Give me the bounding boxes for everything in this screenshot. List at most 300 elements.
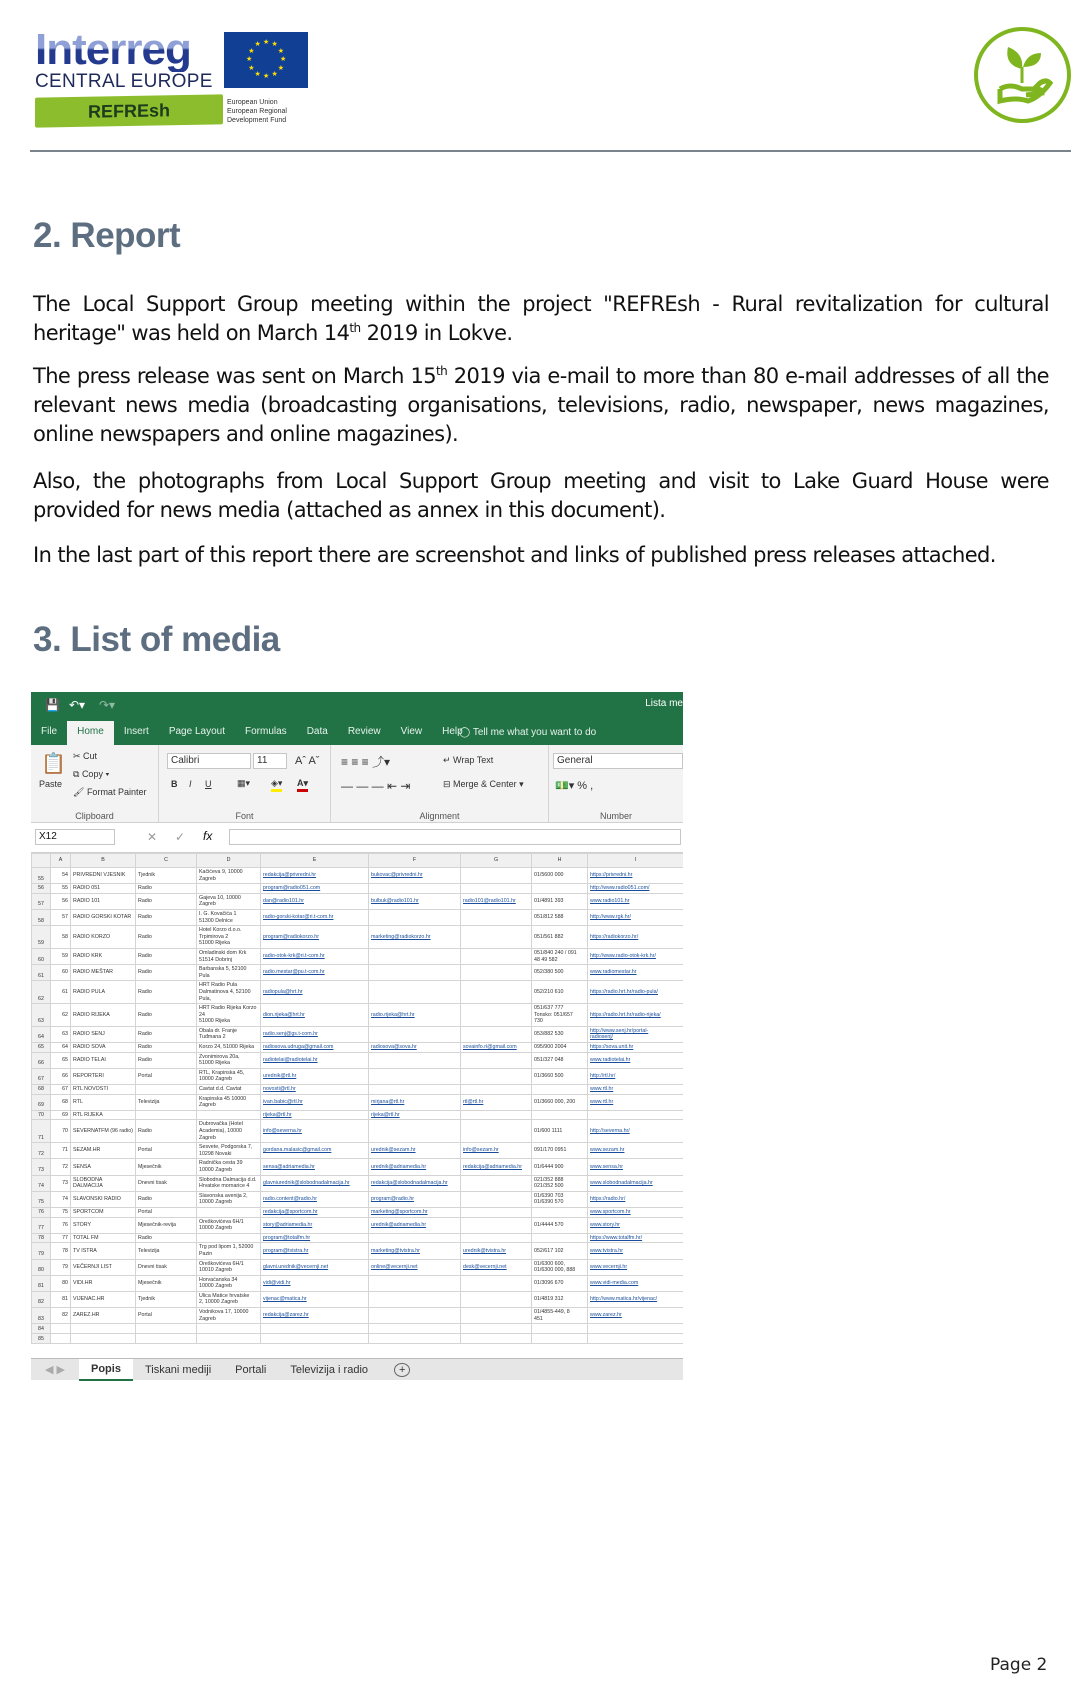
cell-G[interactable] <box>461 1110 532 1120</box>
cell-B[interactable]: RTL <box>71 1094 136 1110</box>
cell-D[interactable] <box>197 1233 261 1243</box>
cell-B[interactable]: SPORTCOM <box>71 1207 136 1217</box>
cell-F[interactable] <box>369 1026 461 1042</box>
cell-I[interactable]: www.rtl.hr <box>588 1094 684 1110</box>
cell-E[interactable]: program@radiokorzo.hr <box>261 926 369 949</box>
cell-A[interactable]: 79 <box>51 1259 71 1275</box>
cell-G[interactable] <box>461 1217 532 1233</box>
cell-B[interactable]: RADIO SENJ <box>71 1026 136 1042</box>
cell-A[interactable]: 71 <box>51 1143 71 1159</box>
cell-F[interactable]: marketing@tvistra.hr <box>369 1243 461 1259</box>
cell-H[interactable]: 01/6300 600, 01/6300 000, 888 <box>532 1259 588 1275</box>
column-header-A[interactable]: A <box>51 854 71 868</box>
cell-A[interactable]: 75 <box>51 1207 71 1217</box>
cell-D[interactable]: Oreškovićeva 6H/1 10000 Zagreb <box>197 1217 261 1233</box>
cell-F[interactable] <box>369 1233 461 1243</box>
cell-A[interactable]: 82 <box>51 1308 71 1324</box>
cell-H[interactable]: 051/327 048 <box>532 1052 588 1068</box>
cell-B[interactable]: PRIVREDNI VJESNIK <box>71 868 136 884</box>
cell-F[interactable] <box>369 1052 461 1068</box>
cell-C[interactable]: Tjednik <box>136 868 197 884</box>
cell-I[interactable]: https://radio.hrt.hr/radio-pula/ <box>588 981 684 1004</box>
cell-C[interactable]: Televizija <box>136 1094 197 1110</box>
cell-G[interactable] <box>461 1291 532 1307</box>
row-header[interactable]: 65 <box>32 1043 51 1053</box>
cell-A[interactable]: 81 <box>51 1291 71 1307</box>
cell-G[interactable] <box>461 948 532 964</box>
cell-E[interactable]: radiotelai@radiotelai.hr <box>261 1052 369 1068</box>
cell-C[interactable]: Mjesečnik <box>136 1275 197 1291</box>
cell-H[interactable]: 052/210 610 <box>532 981 588 1004</box>
cell-H[interactable] <box>532 884 588 894</box>
cell-B[interactable] <box>71 1334 136 1344</box>
cell-B[interactable]: SEVERNATFM (96 radio) <box>71 1120 136 1143</box>
row-header[interactable]: 64 <box>32 1026 51 1042</box>
cell-G[interactable]: urednik@tvistra.hr <box>461 1243 532 1259</box>
cell-D[interactable]: HRT Radio Rijeka Korzo 24 51000 Rijeka <box>197 1004 261 1027</box>
cell-I[interactable]: www.vecernji.hr <box>588 1259 684 1275</box>
cell-H[interactable]: 01/6444 900 <box>532 1159 588 1175</box>
ribbon-tab-page-layout[interactable]: Page Layout <box>168 726 225 737</box>
cell-B[interactable]: RTL NOVOSTI <box>71 1085 136 1095</box>
cell-A[interactable]: 55 <box>51 884 71 894</box>
cell-D[interactable]: Gajeva 10, 10000 Zagreb <box>197 893 261 909</box>
cell-A[interactable]: 65 <box>51 1052 71 1068</box>
ribbon-tab-help[interactable]: Help <box>442 726 463 737</box>
cell-I[interactable]: www.vidi-media.com <box>588 1275 684 1291</box>
cell-I[interactable] <box>588 1334 684 1344</box>
cell-G[interactable] <box>461 965 532 981</box>
accounting-format-icon[interactable]: 💵▾ % , <box>555 780 594 792</box>
cut-button[interactable]: ✂ Cut <box>73 751 98 761</box>
add-sheet-button[interactable]: + <box>394 1363 410 1377</box>
sheet-tab[interactable]: Portali <box>235 1363 267 1376</box>
cell-E[interactable]: program@totalfm.hr <box>261 1233 369 1243</box>
cell-I[interactable]: http://www.matica.hr/vijenac/ <box>588 1291 684 1307</box>
cell-E[interactable]: glavniurednik@slobodnadalmacija.hr <box>261 1175 369 1191</box>
cell-E[interactable] <box>261 1324 369 1334</box>
row-header[interactable]: 67 <box>32 1068 51 1084</box>
cell-A[interactable]: 68 <box>51 1094 71 1110</box>
cell-H[interactable]: 051/561 882 <box>532 926 588 949</box>
cell-C[interactable] <box>136 1085 197 1095</box>
ribbon-tab-review[interactable]: Review <box>347 726 381 737</box>
cell-I[interactable] <box>588 1324 684 1334</box>
cell-B[interactable] <box>71 1324 136 1334</box>
cell-H[interactable]: 01/3660 000, 200 <box>532 1094 588 1110</box>
cell-F[interactable] <box>369 981 461 1004</box>
cell-G[interactable] <box>461 1068 532 1084</box>
cell-F[interactable]: urednik@adriamedia.hr <box>369 1159 461 1175</box>
cell-H[interactable]: 053/882 530 <box>532 1026 588 1042</box>
cell-F[interactable] <box>369 909 461 925</box>
cell-H[interactable] <box>532 1334 588 1344</box>
cell-I[interactable]: https://sova.unit.hr <box>588 1043 684 1053</box>
row-header[interactable]: 83 <box>32 1308 51 1324</box>
copy-button[interactable]: ⧉ Copy ▾ <box>73 769 110 779</box>
row-header[interactable]: 80 <box>32 1259 51 1275</box>
cell-I[interactable]: https://radio.hrt.hr/radio-rijeka/ <box>588 1004 684 1027</box>
font-name-dropdown[interactable]: Calibri <box>167 753 251 769</box>
row-header[interactable]: 79 <box>32 1243 51 1259</box>
cell-C[interactable]: Portal <box>136 1207 197 1217</box>
cell-C[interactable]: Radio <box>136 893 197 909</box>
sheet-scroll-arrows[interactable]: ◀ ▶ <box>45 1364 65 1376</box>
row-header[interactable]: 60 <box>32 948 51 964</box>
cell-A[interactable]: 66 <box>51 1068 71 1084</box>
column-header-H[interactable]: H <box>532 854 588 868</box>
italic-button[interactable]: I <box>189 779 192 789</box>
cell-B[interactable]: ZAREZ.HR <box>71 1308 136 1324</box>
row-header[interactable]: 70 <box>32 1110 51 1120</box>
cell-A[interactable]: 60 <box>51 965 71 981</box>
cell-G[interactable]: info@sezam.hr <box>461 1143 532 1159</box>
number-format-dropdown[interactable]: General <box>553 753 683 769</box>
cell-E[interactable]: vidi@vidi.hr <box>261 1275 369 1291</box>
cell-A[interactable]: 67 <box>51 1085 71 1095</box>
cell-F[interactable]: bulbuk@radio101.hr <box>369 893 461 909</box>
cell-I[interactable]: http://severna.hr/ <box>588 1120 684 1143</box>
cell-F[interactable] <box>369 1068 461 1084</box>
cell-F[interactable] <box>369 1308 461 1324</box>
cell-F[interactable] <box>369 965 461 981</box>
cell-E[interactable]: radio.senj@gs.t-com.hr <box>261 1026 369 1042</box>
cell-C[interactable]: Radio <box>136 1191 197 1207</box>
cell-C[interactable]: Radio <box>136 981 197 1004</box>
row-header[interactable]: 73 <box>32 1159 51 1175</box>
cell-I[interactable]: http://www.radio051.com/ <box>588 884 684 894</box>
cell-A[interactable] <box>51 1334 71 1344</box>
cell-I[interactable]: www.radio101.hr <box>588 893 684 909</box>
ribbon-tab-home[interactable]: Home <box>67 721 114 745</box>
cell-I[interactable]: www.sportcom.hr <box>588 1207 684 1217</box>
cell-E[interactable]: program@radio051.com <box>261 884 369 894</box>
cell-E[interactable]: sensa@adriamedia.hr <box>261 1159 369 1175</box>
cell-F[interactable] <box>369 1291 461 1307</box>
fill-color-icon[interactable]: ◈▾ <box>271 778 282 792</box>
cell-I[interactable]: http://rtl.hr/ <box>588 1068 684 1084</box>
cell-H[interactable]: 01/4891 393 <box>532 893 588 909</box>
row-header[interactable]: 76 <box>32 1207 51 1217</box>
format-painter-button[interactable]: 🖌 Format Painter <box>73 787 147 797</box>
sheet-tab[interactable]: Televizija i radio <box>290 1363 369 1376</box>
cell-I[interactable]: https://radiokorzo.hr/ <box>588 926 684 949</box>
cell-H[interactable] <box>532 1324 588 1334</box>
column-header-C[interactable]: C <box>136 854 197 868</box>
row-header[interactable]: 59 <box>32 926 51 949</box>
cell-H[interactable]: 01/6390 703 01/6390 570 <box>532 1191 588 1207</box>
row-header[interactable]: 75 <box>32 1191 51 1207</box>
row-header[interactable]: 56 <box>32 884 51 894</box>
cell-D[interactable]: Obala dr. Franje Tuđmana 2 <box>197 1026 261 1042</box>
cell-E[interactable]: redakcija@zarez.hr <box>261 1308 369 1324</box>
cell-C[interactable]: Mjesečnik-revija <box>136 1217 197 1233</box>
row-header[interactable]: 72 <box>32 1143 51 1159</box>
cell-G[interactable] <box>461 868 532 884</box>
cell-I[interactable]: https://www.totalfm.hr/ <box>588 1233 684 1243</box>
cell-E[interactable]: ivan.babic@rtl.hr <box>261 1094 369 1110</box>
cell-H[interactable]: 01/5600 000 <box>532 868 588 884</box>
cell-D[interactable]: Vodnikova 17, 10000 Zagreb <box>197 1308 261 1324</box>
borders-icon[interactable]: ▦▾ <box>237 778 251 788</box>
cell-B[interactable]: RADIO 051 <box>71 884 136 894</box>
cell-C[interactable]: Radio <box>136 965 197 981</box>
cell-H[interactable] <box>532 1233 588 1243</box>
cell-G[interactable]: rtl@rtl.hr <box>461 1094 532 1110</box>
cell-E[interactable]: glavni.urednik@vecernji.net <box>261 1259 369 1275</box>
cell-F[interactable] <box>369 1334 461 1344</box>
cell-G[interactable] <box>461 1233 532 1243</box>
cell-I[interactable]: www.zarez.hr <box>588 1308 684 1324</box>
cancel-icon[interactable]: ✕ <box>147 830 158 844</box>
row-header[interactable]: 63 <box>32 1004 51 1027</box>
cell-E[interactable]: program@tvistra.hr <box>261 1243 369 1259</box>
cell-D[interactable]: Hotel Korzo d.o.o. Trpimirova 2 51000 Rijeka <box>197 926 261 949</box>
cell-I[interactable]: www.radiomestar.hr <box>588 965 684 981</box>
cell-H[interactable]: 052/617 102 <box>532 1243 588 1259</box>
cell-B[interactable]: RADIO TELAI <box>71 1052 136 1068</box>
cell-C[interactable]: Portal <box>136 1308 197 1324</box>
cell-D[interactable] <box>197 1324 261 1334</box>
cell-C[interactable]: Radio <box>136 1052 197 1068</box>
cell-B[interactable]: STORY <box>71 1217 136 1233</box>
cell-G[interactable] <box>461 1004 532 1027</box>
cell-A[interactable]: 61 <box>51 981 71 1004</box>
cell-G[interactable] <box>461 1308 532 1324</box>
cell-F[interactable] <box>369 1275 461 1291</box>
cell-I[interactable]: https://radio.hr/ <box>588 1191 684 1207</box>
cell-B[interactable]: TOTAL FM <box>71 1233 136 1243</box>
cell-B[interactable]: SEZAM.HR <box>71 1143 136 1159</box>
name-box[interactable]: X12 <box>35 829 115 845</box>
cell-E[interactable]: redakcija@privredni.hr <box>261 868 369 884</box>
cell-E[interactable]: novosti@rtl.hr <box>261 1085 369 1095</box>
cell-H[interactable]: 051/637 777 Tonsko: 051/657 730 <box>532 1004 588 1027</box>
insert-function-icon[interactable]: fx <box>203 829 213 843</box>
cell-F[interactable] <box>369 884 461 894</box>
font-color-icon[interactable]: A▾ <box>297 778 308 792</box>
cell-G[interactable] <box>461 1334 532 1344</box>
cell-D[interactable]: Kačićeva 9, 10000 Zagreb <box>197 868 261 884</box>
cell-B[interactable]: RADIO GORSKI KOTAR <box>71 909 136 925</box>
cell-I[interactable]: www.rtl.hr <box>588 1085 684 1095</box>
cell-H[interactable]: 01/4444 570 <box>532 1217 588 1233</box>
cell-A[interactable]: 57 <box>51 909 71 925</box>
cell-I[interactable]: www.tvistra.hr <box>588 1243 684 1259</box>
cell-G[interactable] <box>461 909 532 925</box>
cell-E[interactable]: dan@radio101.hr <box>261 893 369 909</box>
cell-G[interactable] <box>461 1191 532 1207</box>
cell-I[interactable]: www.sensa.hr <box>588 1159 684 1175</box>
cell-F[interactable]: online@vecernji.net <box>369 1259 461 1275</box>
column-header-I[interactable]: I <box>588 854 684 868</box>
cell-A[interactable]: 78 <box>51 1243 71 1259</box>
cell-A[interactable]: 70 <box>51 1120 71 1143</box>
cell-D[interactable]: Trg pod lipom 1, 52000 Pazin <box>197 1243 261 1259</box>
cell-A[interactable]: 72 <box>51 1159 71 1175</box>
cell-H[interactable] <box>532 1207 588 1217</box>
cell-B[interactable]: RADIO 101 <box>71 893 136 909</box>
sheet-tab[interactable]: Tiskani mediji <box>144 1363 212 1376</box>
cell-E[interactable]: info@severna.hr <box>261 1120 369 1143</box>
cell-G[interactable]: redakcija@adriamedia.hr <box>461 1159 532 1175</box>
cell-E[interactable]: dion.rijeka@hrt.hr <box>261 1004 369 1027</box>
cell-F[interactable]: radiosova@sova.hr <box>369 1043 461 1053</box>
cell-D[interactable]: Horvaćanska 34 10000 Zagreb <box>197 1275 261 1291</box>
cell-H[interactable]: 01/3096 670 <box>532 1275 588 1291</box>
cell-F[interactable]: rijeka@rtl.hr <box>369 1110 461 1120</box>
cell-B[interactable]: RADIO KORZO <box>71 926 136 949</box>
cell-C[interactable]: Radio <box>136 1004 197 1027</box>
cell-D[interactable]: Korzo 24, 51000 Rijeka <box>197 1043 261 1053</box>
cell-D[interactable]: Sesvete, Podgorska 7, 10298 Novaki <box>197 1143 261 1159</box>
horizontal-align-icons[interactable]: — — — ⇤ ⇥ <box>341 779 411 793</box>
cell-H[interactable]: 021/352 888 021/352 500 <box>532 1175 588 1191</box>
cell-A[interactable]: 77 <box>51 1233 71 1243</box>
cell-F[interactable]: marketing@sportcom.hr <box>369 1207 461 1217</box>
cell-H[interactable]: 052/380 500 <box>532 965 588 981</box>
column-header-F[interactable]: F <box>369 854 461 868</box>
cell-C[interactable]: Radio <box>136 884 197 894</box>
ribbon-tab-data[interactable]: Data <box>306 726 328 737</box>
cell-G[interactable] <box>461 884 532 894</box>
cell-A[interactable]: 76 <box>51 1217 71 1233</box>
row-header[interactable]: 85 <box>32 1334 51 1344</box>
cell-I[interactable]: http://www.senj.hr/portal- radiosenj/ <box>588 1026 684 1042</box>
font-grow-shrink-buttons[interactable]: Aˆ Aˇ <box>295 755 320 767</box>
cell-E[interactable] <box>261 1334 369 1344</box>
cell-G[interactable]: desk@vecernji.net <box>461 1259 532 1275</box>
cell-D[interactable] <box>197 884 261 894</box>
row-header[interactable]: 66 <box>32 1052 51 1068</box>
cell-A[interactable]: 74 <box>51 1191 71 1207</box>
cell-F[interactable] <box>369 948 461 964</box>
cell-A[interactable]: 54 <box>51 868 71 884</box>
cell-C[interactable]: Dnevni tisak <box>136 1175 197 1191</box>
cell-G[interactable] <box>461 1324 532 1334</box>
cell-D[interactable] <box>197 1334 261 1344</box>
cell-I[interactable]: http://www.radio-otok-krk.hr/ <box>588 948 684 964</box>
paste-icon[interactable]: 📋 <box>41 753 66 775</box>
cell-G[interactable] <box>461 1120 532 1143</box>
undo-icon[interactable]: ↶▾ <box>69 698 86 712</box>
row-header[interactable]: 55 <box>32 868 51 884</box>
cell-F[interactable]: redakcija@slobodnadalmacija.hr <box>369 1175 461 1191</box>
row-header[interactable]: 58 <box>32 909 51 925</box>
row-header[interactable]: 57 <box>32 893 51 909</box>
cell-B[interactable]: RADIO KRK <box>71 948 136 964</box>
cell-F[interactable]: marketing@radiokorzo.hr <box>369 926 461 949</box>
cell-I[interactable]: https://privredni.hr <box>588 868 684 884</box>
cell-G[interactable] <box>461 1207 532 1217</box>
row-header[interactable]: 77 <box>32 1217 51 1233</box>
wrap-text-button[interactable]: ↵ Wrap Text <box>443 755 494 765</box>
row-header[interactable]: 81 <box>32 1275 51 1291</box>
cell-F[interactable] <box>369 1085 461 1095</box>
ribbon-tab-formulas[interactable]: Formulas <box>245 726 287 737</box>
cell-H[interactable]: 01/3660 500 <box>532 1068 588 1084</box>
cell-F[interactable]: urednik@sezam.hr <box>369 1143 461 1159</box>
cell-I[interactable]: www.radiotelai.hr <box>588 1052 684 1068</box>
cell-A[interactable] <box>51 1324 71 1334</box>
cell-H[interactable]: 01/600 1111 <box>532 1120 588 1143</box>
cell-A[interactable]: 80 <box>51 1275 71 1291</box>
cell-D[interactable]: Slobodna Dalmacija d.d. Hrvatske mornarice 4 <box>197 1175 261 1191</box>
cell-C[interactable]: Radio <box>136 1026 197 1042</box>
ribbon-tab-insert[interactable]: Insert <box>123 726 149 737</box>
cell-G[interactable]: sovainfo.ri@gmail.com <box>461 1043 532 1053</box>
cell-G[interactable] <box>461 1275 532 1291</box>
cell-A[interactable]: 73 <box>51 1175 71 1191</box>
formula-input[interactable] <box>229 829 681 845</box>
cell-F[interactable]: urednik@adriamedia.hr <box>369 1217 461 1233</box>
redo-icon[interactable]: ↷▾ <box>99 698 116 712</box>
cell-D[interactable] <box>197 1207 261 1217</box>
cell-C[interactable] <box>136 1110 197 1120</box>
vertical-align-icons[interactable]: ≡ ≡ ≡ ⤴▾ <box>341 755 391 769</box>
cell-E[interactable]: radio-otok-krk@ri.t-com.hr <box>261 948 369 964</box>
cell-B[interactable]: RADIO RIJEKA <box>71 1004 136 1027</box>
cell-E[interactable]: radiopula@hrt.hr <box>261 981 369 1004</box>
cell-B[interactable]: RADIO SOVA <box>71 1043 136 1053</box>
select-all-corner[interactable] <box>32 854 51 868</box>
cell-A[interactable]: 63 <box>51 1026 71 1042</box>
column-header-B[interactable]: B <box>71 854 136 868</box>
cell-B[interactable]: SLAVONSKI RADIO <box>71 1191 136 1207</box>
cell-H[interactable]: 091/170 0951 <box>532 1143 588 1159</box>
confirm-icon[interactable]: ✓ <box>175 830 186 844</box>
cell-D[interactable]: Radnička cesta 39 10000 Zagreb <box>197 1159 261 1175</box>
cell-H[interactable] <box>532 1085 588 1095</box>
cell-H[interactable]: 051/812 588 <box>532 909 588 925</box>
merge-center-button[interactable]: ⊟ Merge & Center ▾ <box>443 779 524 789</box>
cell-C[interactable] <box>136 1334 197 1344</box>
cell-C[interactable]: Radio <box>136 1043 197 1053</box>
cell-F[interactable]: mirjana@rtl.hr <box>369 1094 461 1110</box>
row-header[interactable]: 69 <box>32 1094 51 1110</box>
cell-G[interactable] <box>461 1052 532 1068</box>
cell-A[interactable]: 69 <box>51 1110 71 1120</box>
cell-C[interactable]: Radio <box>136 1120 197 1143</box>
row-header[interactable]: 78 <box>32 1233 51 1243</box>
cell-D[interactable]: Oreškovićeva 6H/1 10010 Zagreb <box>197 1259 261 1275</box>
cell-D[interactable]: Barbanska 5, 52100 Pula <box>197 965 261 981</box>
cell-D[interactable]: Krapinska 45 10000 Zagreb <box>197 1094 261 1110</box>
cell-C[interactable]: Mjesečnik <box>136 1159 197 1175</box>
cell-E[interactable]: rijeka@rtl.hr <box>261 1110 369 1120</box>
cell-E[interactable]: gordana.malasic@gmail.com <box>261 1143 369 1159</box>
cell-B[interactable]: SLOBODNA DALMACIJA <box>71 1175 136 1191</box>
cell-E[interactable]: urednik@rtl.hr <box>261 1068 369 1084</box>
cell-D[interactable]: I. G. Kovačića 1 51300 Delnice <box>197 909 261 925</box>
cell-E[interactable]: radio.content@radio.hr <box>261 1191 369 1207</box>
cell-D[interactable] <box>197 1110 261 1120</box>
cell-A[interactable]: 58 <box>51 926 71 949</box>
cell-C[interactable]: Radio <box>136 948 197 964</box>
cell-E[interactable]: redakcija@sportcom.hr <box>261 1207 369 1217</box>
column-header-E[interactable]: E <box>261 854 369 868</box>
cell-F[interactable]: radio.rijeka@hrt.hr <box>369 1004 461 1027</box>
cell-I[interactable]: www.sezam.hr <box>588 1143 684 1159</box>
cell-G[interactable] <box>461 1026 532 1042</box>
cell-C[interactable]: Portal <box>136 1068 197 1084</box>
row-header[interactable]: 74 <box>32 1175 51 1191</box>
cell-D[interactable]: RTL, Krapinska 45, 10000 Zagreb <box>197 1068 261 1084</box>
cell-E[interactable]: radiosova.udruga@gmail.com <box>261 1043 369 1053</box>
cell-C[interactable]: Portal <box>136 1143 197 1159</box>
cell-B[interactable]: RADIO PULA <box>71 981 136 1004</box>
cell-C[interactable]: Televizija <box>136 1243 197 1259</box>
